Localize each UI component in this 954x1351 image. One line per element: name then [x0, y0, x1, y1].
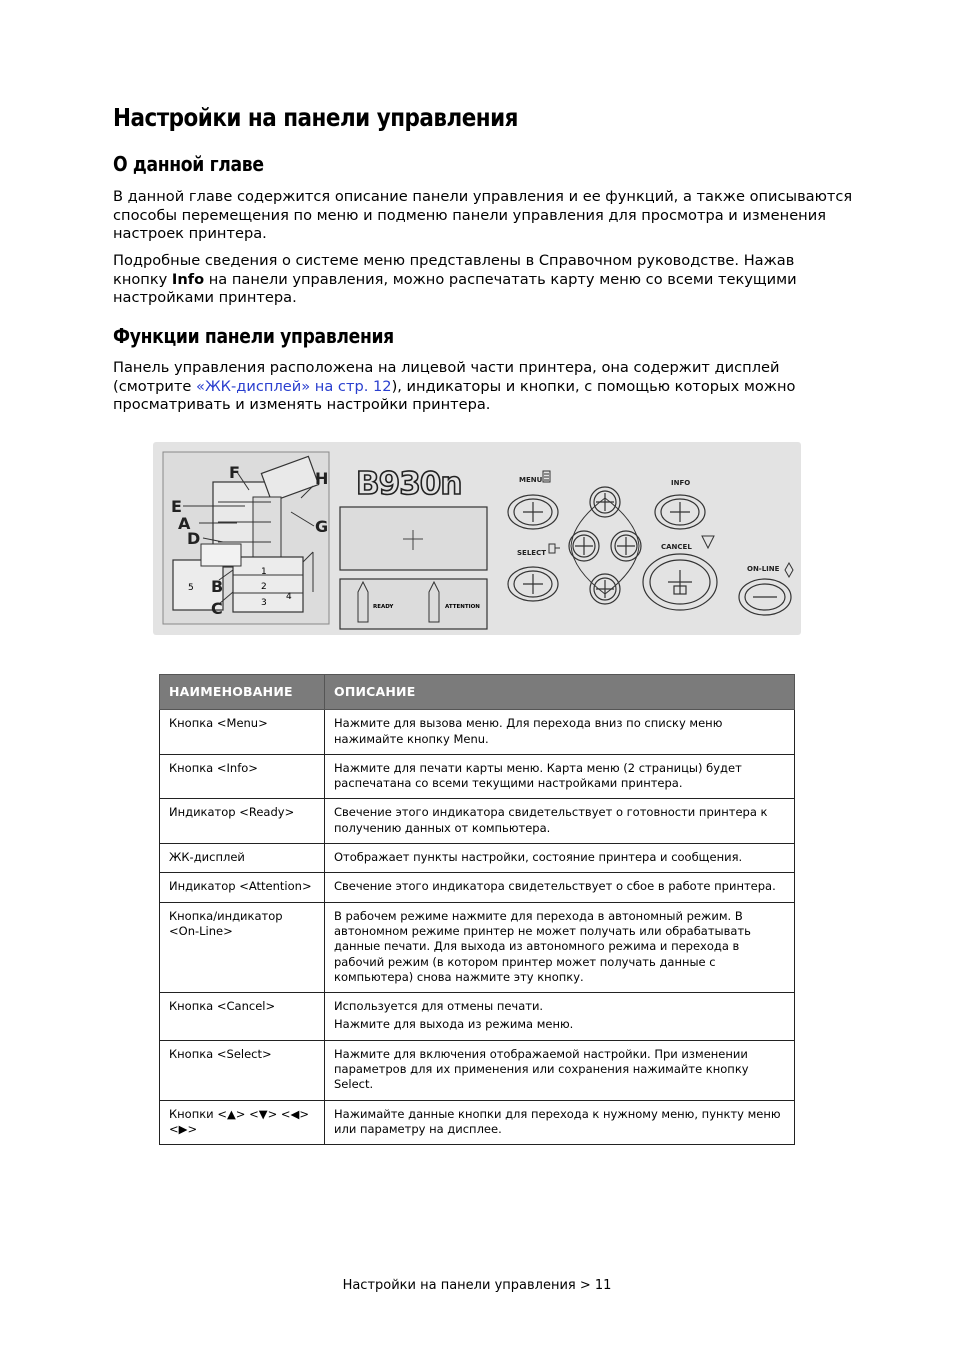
- info-keyword: Info: [171, 270, 205, 288]
- paragraph-panel-description: [113, 359, 853, 415]
- paragraph-menu-text-after: на панели управления, можно распечатать карту меню со всеми текущими настройками принтера.: [113, 270, 797, 306]
- select-icon: [549, 544, 555, 553]
- table-row: [160, 710, 795, 755]
- row-name: Кнопка/индикатор <On-Line>: [160, 902, 325, 992]
- tray-number-3: 3: [261, 598, 267, 608]
- table-row: [160, 754, 795, 799]
- printer-diagram: [163, 452, 329, 624]
- callout-d: D: [187, 529, 201, 548]
- select-label: SELECT: [517, 549, 546, 557]
- row-description: Свечение этого индикатора свидетельствует о готовности принтера к получению данных от компьютера.: [325, 799, 795, 844]
- control-panel-illustration: [153, 442, 801, 635]
- paragraph-menu-text-before: Подробные сведения о системе меню представлены в Справочном руководстве. Нажав кнопку: [113, 252, 795, 288]
- callout-h: H: [315, 469, 329, 488]
- menu-label: MENU: [519, 476, 543, 484]
- tray-number-4: 4: [286, 592, 292, 602]
- paragraph-menu-details: [113, 252, 853, 308]
- column-header-name: НАИМЕНОВАНИЕ: [160, 675, 325, 710]
- tray-number-2: 2: [261, 582, 267, 592]
- table-row: [160, 844, 795, 873]
- callout-c: C: [211, 599, 223, 618]
- cancel-icon: [702, 536, 714, 548]
- table-row: [160, 993, 795, 1041]
- row-description: Отображает пункты настройки, состояние принтера и сообщения.: [325, 844, 795, 873]
- row-name: Кнопка <Cancel>: [160, 993, 325, 1041]
- lcd-display: [340, 507, 487, 570]
- row-name: Кнопка <Info>: [160, 754, 325, 799]
- row-name: Кнопка <Select>: [160, 1040, 325, 1100]
- callout-b: B: [211, 577, 224, 596]
- row-description-line1: Используется для отмены печати.: [334, 999, 544, 1014]
- row-description: [325, 993, 795, 1041]
- row-name: Индикатор <Attention>: [160, 873, 325, 902]
- paragraph-panel-text-before: Панель управления расположена на лицевой части принтера, она содержит дисплей (смотрите: [113, 359, 780, 395]
- attention-label: ATTENTION: [445, 604, 480, 610]
- tray-number-5: 5: [188, 583, 194, 593]
- page-footer: Настройки на панели управления > 11: [342, 1278, 612, 1293]
- row-description: Свечение этого индикатора свидетельствует о сбое в работе принтера.: [325, 873, 795, 902]
- table-row: [160, 902, 795, 992]
- lcd-page-link[interactable]: «ЖК-дисплей» на стр. 12: [196, 377, 392, 395]
- paragraph-panel-text-after: ), индикаторы и кнопки, с помощью которых можно просматривать и изменять настройки принтера.: [113, 377, 796, 413]
- row-description: Нажмите для включения отображаемой настройки. При изменении параметров для их применения или сохранения нажимайте кнопку Select.: [325, 1040, 795, 1100]
- online-icon: [785, 563, 793, 577]
- column-header-description: ОПИСАНИЕ: [325, 675, 795, 710]
- table-row: [160, 1100, 795, 1145]
- callout-g: G: [315, 517, 329, 536]
- tray-number-1: 1: [261, 567, 267, 577]
- section-heading-panel-functions: Функции панели управления: [113, 324, 394, 348]
- row-description: Нажимайте данные кнопки для перехода к нужному меню, пункту меню или параметру на дисплее.: [325, 1100, 795, 1145]
- callout-a: A: [178, 514, 191, 533]
- row-description: Нажмите для печати карты меню. Карта меню (2 страницы) будет распечатана со всеми текущими настройками принтера.: [325, 754, 795, 799]
- row-description-line2: Нажмите для выхода из режима меню.: [334, 1017, 574, 1032]
- page-title: Настройки на панели управления: [113, 103, 518, 132]
- table-row: [160, 873, 795, 902]
- cancel-label: CANCEL: [661, 543, 692, 551]
- row-name: ЖК-дисплей: [160, 844, 325, 873]
- row-description: В рабочем режиме нажмите для перехода в автономный режим. В автономном режиме принтер не может получать или обрабатывать данные печати. Для выхода из автономного режима и перехода в рабочий режим (в котором принтер может получать данные с компьютера) снова нажмите эту кнопку.: [325, 902, 795, 992]
- control-panel-table: [159, 674, 795, 1145]
- control-panel-figure: [153, 442, 801, 635]
- table-row: [160, 799, 795, 844]
- row-description: Нажмите для вызова меню. Для перехода вниз по списку меню нажимайте кнопку Menu.: [325, 710, 795, 755]
- ready-label: READY: [373, 604, 394, 610]
- callout-f: F: [229, 463, 240, 482]
- paragraph-chapter-intro: В данной главе содержится описание панели управления и ее функций, а также описываются способы перемещения по меню и подменю панели управления для просмотра и изменения настроек принтера.: [113, 188, 853, 242]
- row-name: Кнопки <▲> <▼> <◀> <▶>: [160, 1100, 325, 1145]
- table-row: [160, 1040, 795, 1100]
- callout-e: E: [171, 497, 182, 516]
- section-heading-about-chapter: О данной главе: [113, 152, 264, 176]
- row-name: Индикатор <Ready>: [160, 799, 325, 844]
- indicator-strip: [340, 579, 487, 629]
- table-header-row: [160, 675, 795, 710]
- row-name: Кнопка <Menu>: [160, 710, 325, 755]
- model-name: B930n: [356, 466, 462, 502]
- info-label: INFO: [671, 479, 691, 487]
- online-label: ON-LINE: [747, 565, 780, 573]
